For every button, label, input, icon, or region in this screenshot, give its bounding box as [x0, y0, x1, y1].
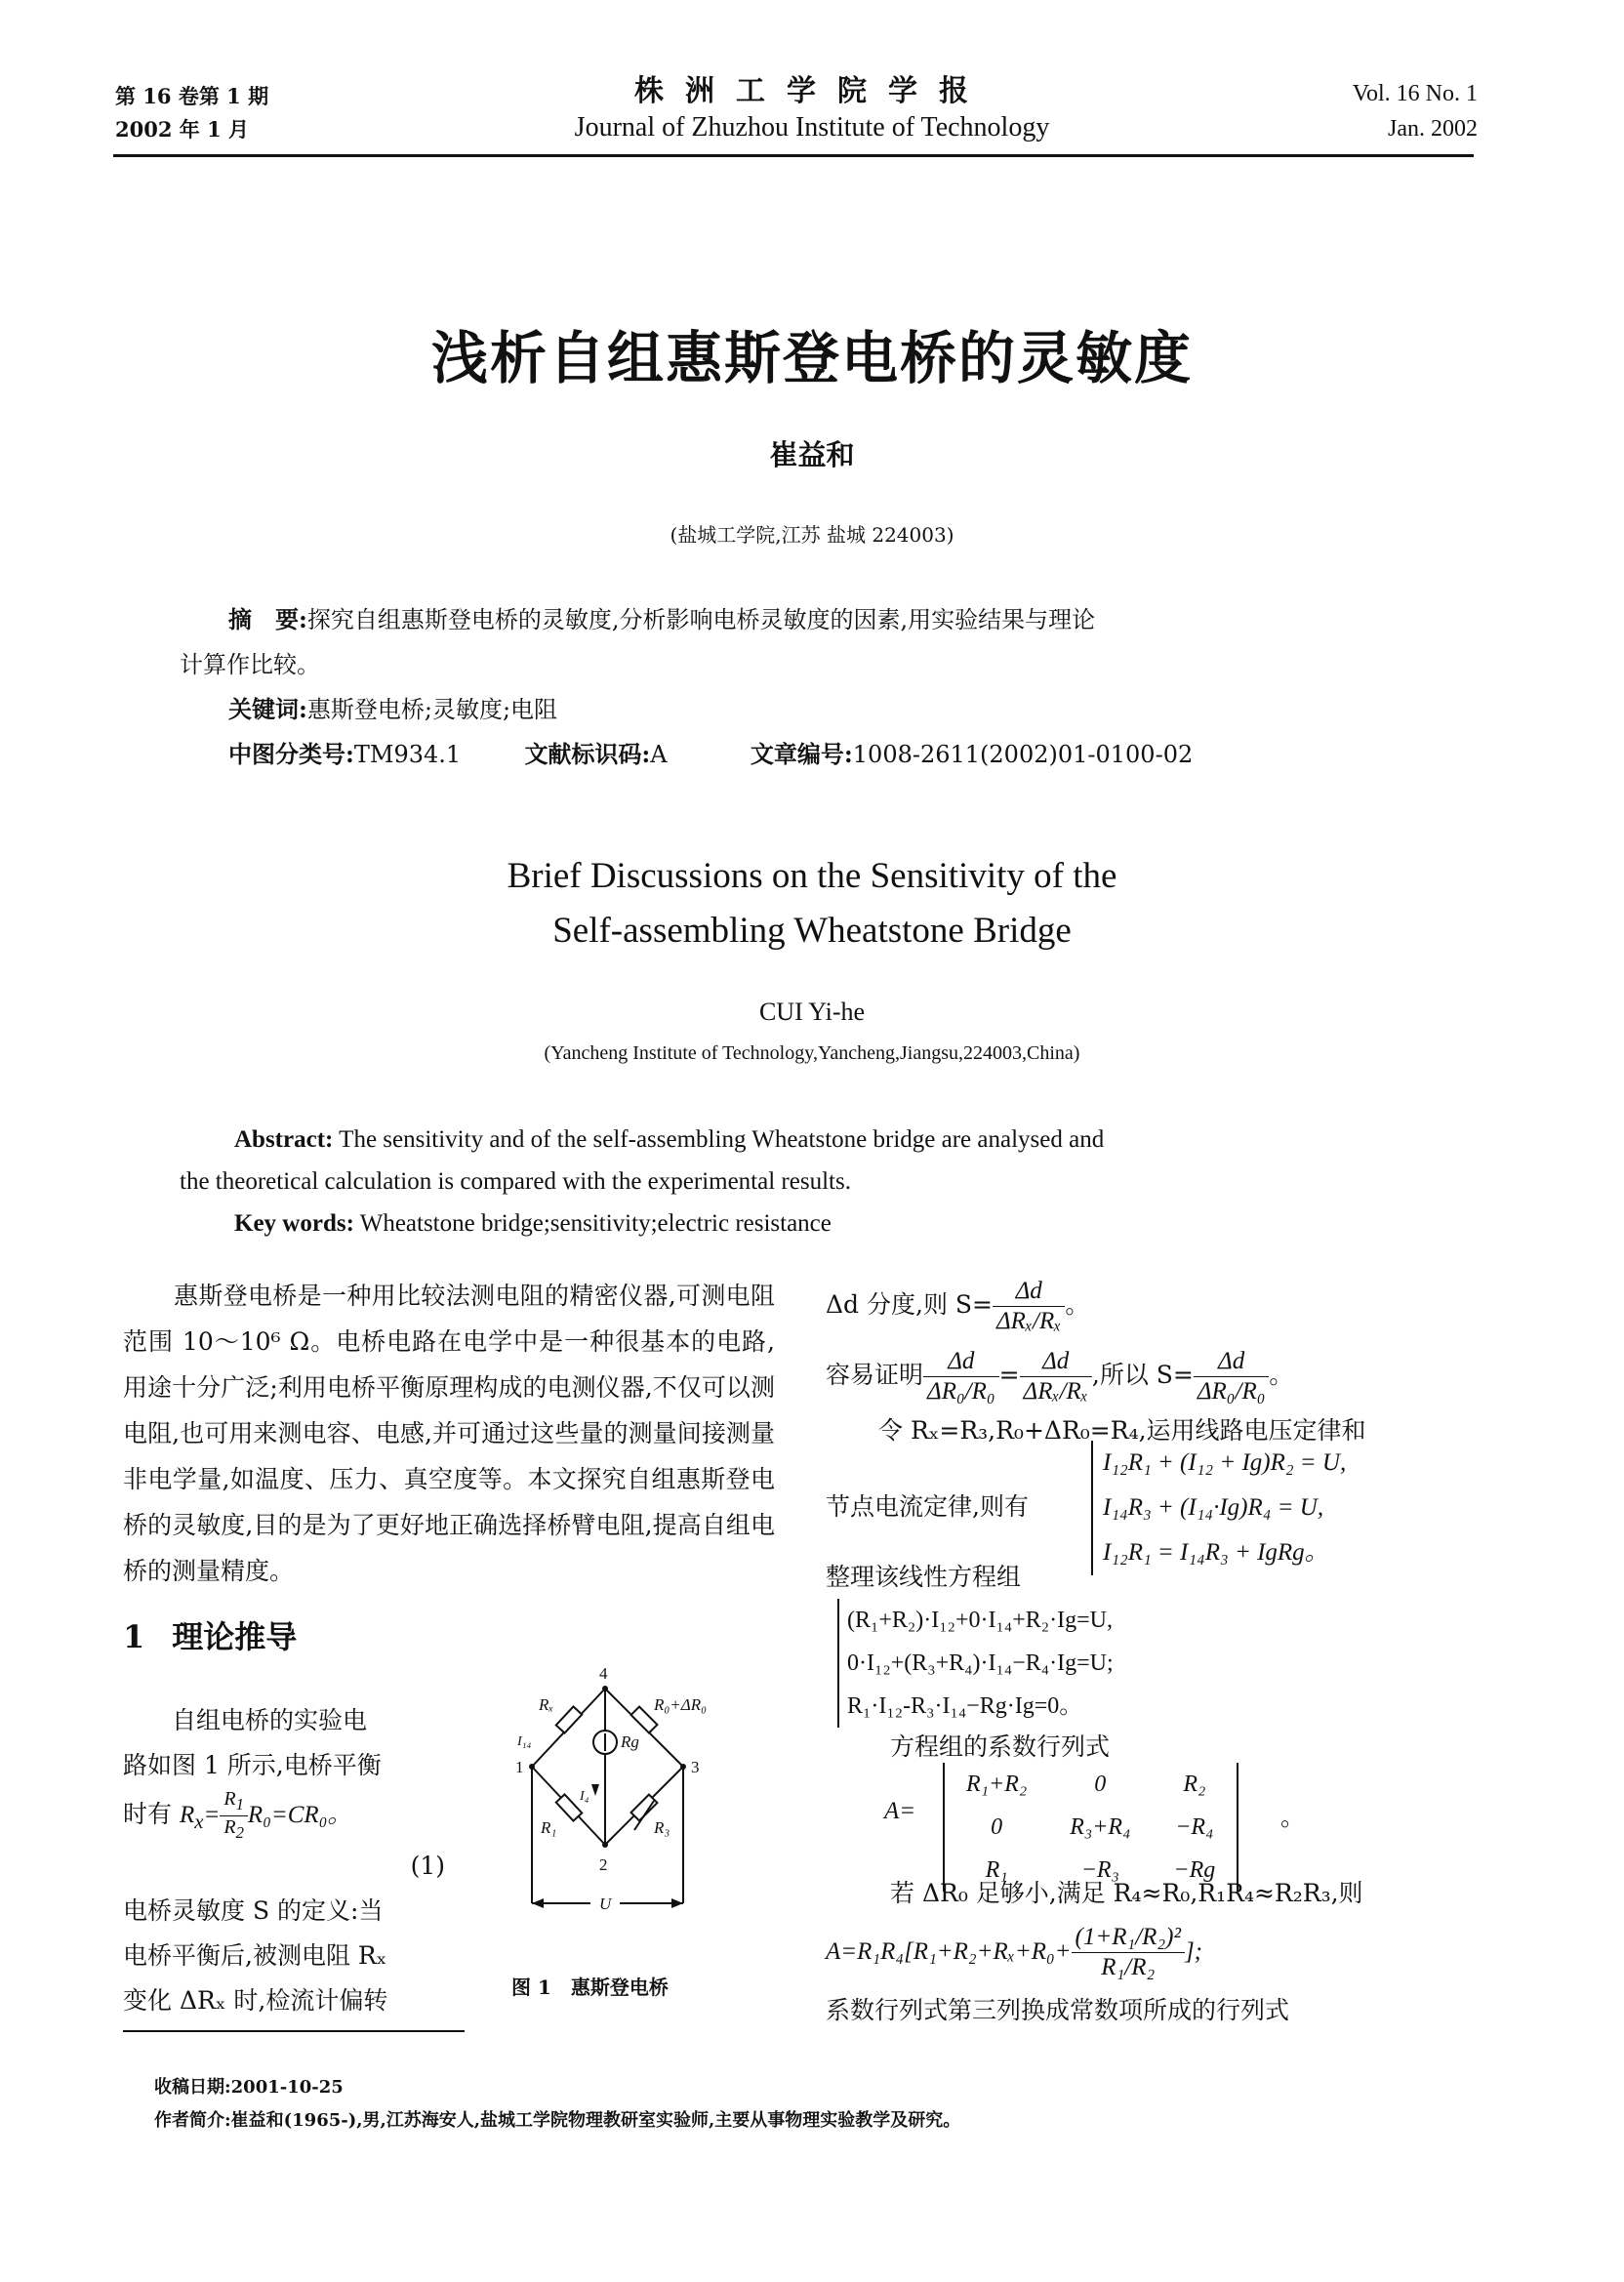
- label-r0: R₀+ΔR₀: [654, 1695, 708, 1714]
- right-line-5: 整理该线性方程组: [826, 1563, 1022, 1591]
- paper-title-en-line1: Brief Discussions on the Sensitivity of the: [507, 856, 1117, 896]
- right-line-3: 令 Rₓ=R₃,R₀+ΔR₀=R₄,运用线路电压定律和: [878, 1416, 1366, 1445]
- eq1-rhs: R₀=CR₀。: [247, 1802, 352, 1828]
- right-line-8: [826, 1923, 1509, 1982]
- linear-system: [837, 1599, 1114, 1728]
- right-line-1-post: 。: [1065, 1290, 1090, 1319]
- abstract-cn-text-2: 计算作比较。: [180, 651, 320, 678]
- node-4-label: 4: [599, 1664, 608, 1683]
- abstract-cn-label: 摘 要:: [228, 605, 307, 633]
- determinant-post: 。: [1280, 1803, 1306, 1831]
- linear-eq-1: (R₁+R₂)·I₁₂+0·I₁₄+R₂·Ig=U,: [847, 1608, 1114, 1633]
- paper-title-en: [0, 849, 1624, 958]
- frac-c-num: Δd: [1194, 1347, 1270, 1377]
- current-arrow-icon: [591, 1784, 599, 1796]
- frac1-den: ΔRₓ/Rₓ: [995, 1308, 1062, 1334]
- author-cn: 崔益和: [769, 438, 855, 471]
- label-r1: R₁: [541, 1818, 557, 1837]
- u-arrow-left-icon: [532, 1898, 544, 1908]
- eq-a-fraction: [1072, 1923, 1185, 1982]
- linear-eq-2: 0·I₁₂+(R₃+R₄)·I₁₄−R₄·Ig=U;: [847, 1650, 1114, 1676]
- volume-cn: 第 16 卷第 1 期: [115, 84, 269, 108]
- article-id-text: 1008-2611(2002)01-0100-02: [852, 741, 1194, 768]
- figure-caption: 图 1 惠斯登电桥: [511, 1976, 669, 1999]
- linear-eq-3: R₁·I₁₂-R₃·I₁₄−Rg·Ig=0。: [847, 1693, 1083, 1719]
- eq-a-post: ];: [1184, 1938, 1202, 1965]
- author-en: CUI Yi-he: [758, 998, 866, 1026]
- det-cell: R₁: [985, 1857, 1008, 1883]
- eq1-lhs: $R_x=$: [179, 1802, 221, 1833]
- kirchhoff-eq-3: I₁₂R₁ = I₁₄R₃ + IgRg。: [1103, 1539, 1329, 1566]
- eq1-fraction: $\frac{R_1}{R_2}$: [220, 1788, 248, 1844]
- intro-paragraph: [123, 1273, 775, 1594]
- det-cell: −Rg: [1173, 1857, 1216, 1883]
- date-cn: 2002 年 1 月: [115, 117, 249, 142]
- affiliation-en: (Yancheng Institute of Technology,Yancheng,Jiangsu,224003,China): [544, 1042, 1080, 1064]
- keywords-en-text: Wheatstone bridge;sensitivity;electric resistance: [359, 1210, 832, 1237]
- frac-c-den: ΔR₀/R₀: [1197, 1378, 1266, 1405]
- header-rule: [113, 154, 1474, 157]
- right-line-2-mid: ,所以 S=: [1091, 1361, 1194, 1389]
- theory-line-3: [123, 1788, 445, 1844]
- keywords-cn-label: 关键词:: [228, 695, 307, 723]
- node-4-dot: [602, 1686, 608, 1691]
- sensitivity-fraction-1: [993, 1277, 1065, 1336]
- resistor-rx-icon: [556, 1706, 583, 1732]
- label-i14: I₁₄: [517, 1734, 532, 1749]
- paper-title-cn: 浅析自组惠斯登电桥的灵敏度: [430, 325, 1193, 391]
- theory-line-2: 路如图 1 所示,电桥平衡: [123, 1751, 382, 1779]
- det-cell: 0: [1094, 1772, 1107, 1797]
- det-cell: 0: [991, 1814, 1003, 1840]
- abstract-en: [180, 1119, 1415, 1244]
- date-en: Jan. 2002: [1388, 116, 1478, 142]
- label-rg: Rg: [621, 1732, 639, 1751]
- theory-line-6: 变化 ΔRₓ 时,检流计偏转: [123, 1986, 388, 2015]
- footnote-author: 作者简介:崔益和(1965-),男,江苏海安人,盐城工学院物理教研室实验师,主要从事物理实验教学及研究。: [154, 2110, 961, 2131]
- fraction-b: [1020, 1347, 1092, 1406]
- theory-paragraph: [123, 1698, 445, 2023]
- eq-a-num: (1+R₁/R₂)²: [1072, 1923, 1185, 1953]
- label-r3: R₃: [654, 1818, 670, 1837]
- det-row-2: [944, 1806, 1238, 1849]
- kirchhoff-eq-2: I₁₄R₃ + (I₁₄·Ig)R₄ = U,: [1103, 1494, 1324, 1521]
- right-line-4: 节点电流定律,则有: [826, 1492, 1029, 1521]
- affiliation-cn: (盐城工学院,江苏 盐城 224003): [670, 523, 954, 547]
- classification-text: TM934.1: [353, 741, 462, 768]
- node-2-dot: [602, 1842, 608, 1848]
- right-line-2-post: 。: [1269, 1361, 1294, 1389]
- node-1-dot: [529, 1764, 535, 1770]
- paper-title-en-line2: Self-assembling Wheatstone Bridge: [552, 911, 1072, 951]
- footnote: [154, 2071, 960, 2138]
- fraction-a: [923, 1347, 999, 1406]
- section-number: 1: [123, 1618, 145, 1655]
- kirchhoff-eq-1: I₁₂R₁ + (I₁₂ + Ig)R₂ = U,: [1103, 1449, 1347, 1476]
- eq-a-pre: A=R₁R₄[R₁+R₂+Rₓ+R₀+: [826, 1938, 1072, 1965]
- frac-b-den: ΔRₓ/Rₓ: [1023, 1378, 1088, 1405]
- theory-line-4: 电桥灵敏度 S 的定义:当: [123, 1896, 384, 1925]
- section-title: 理论推导: [172, 1618, 298, 1655]
- keywords-en-label: Key words:: [234, 1210, 354, 1237]
- header-right: [1353, 76, 1478, 146]
- abstract-en-label: Abstract:: [234, 1126, 334, 1153]
- doc-code-label: 文献标识码:: [524, 740, 651, 768]
- classification-label: 中图分类号:: [228, 740, 354, 768]
- right-line-6: 方程组的系数行列式: [890, 1732, 1111, 1761]
- right-line-7: 若 ΔR₀ 足够小,满足 R₄≈R₀,R₁R₄≈R₂R₃,则: [890, 1879, 1363, 1907]
- abstract-cn-text-1: 探究自组惠斯登电桥的灵敏度,分析影响电桥灵敏度的因素,用实验结果与理论: [306, 606, 1096, 633]
- fraction-c: [1194, 1347, 1270, 1406]
- journal-name-cn: 株洲工学院学报: [634, 74, 990, 108]
- intro-text: 惠斯登电桥是一种用比较法测电阻的精密仪器,可测电阻范围 10～10⁶ Ω。电桥电路在电学中是一种很基本的电路,用途十分广泛;利用电桥平衡原理构成的电测仪器,不仅可以测电阻,也可用来测电容、电感,并可通过这些量的测量间接测量非电学量,如温度、压力、真空度等。本文探究自组惠斯登电桥的灵敏度,目的是为了更好地正确选择桥臂电阻,提高自组电桥的测量精度。: [123, 1282, 775, 1585]
- node-1-label: 1: [515, 1758, 524, 1776]
- frac-a-den: ΔR₀/R₀: [927, 1378, 995, 1405]
- footnote-received: 收稿日期:2001-10-25: [154, 2077, 344, 2098]
- section-heading: [123, 1612, 297, 1657]
- eq1-number: (1): [410, 1852, 445, 1880]
- eq-a-den: R₁/R₂: [1101, 1954, 1156, 1980]
- journal-name-en: Journal of Zhuzhou Institute of Technology: [574, 112, 1050, 143]
- footnote-rule: [123, 2030, 465, 2032]
- frac1-num: Δd: [993, 1277, 1065, 1307]
- doc-code-text: A: [650, 741, 668, 768]
- det-cell: R₁+R₂: [966, 1772, 1028, 1797]
- node-2-label: 2: [599, 1855, 608, 1874]
- theory-line-5: 电桥平衡后,被测电阻 Rₓ: [123, 1941, 387, 1970]
- right-line-2-pre: 容易证明: [826, 1361, 924, 1389]
- right-line-1-pre: Δd 分度,则 S=: [826, 1290, 993, 1319]
- det-cell: −R₄: [1175, 1814, 1214, 1840]
- right-line-2: [826, 1347, 1509, 1406]
- abstract-cn: [180, 597, 1390, 777]
- label-i4: I₄: [580, 1789, 589, 1804]
- det-cell: R₂: [1183, 1772, 1206, 1797]
- label-u: U: [599, 1895, 612, 1913]
- resistor-r1-icon: [556, 1794, 583, 1820]
- frac-a-num: Δd: [923, 1347, 999, 1377]
- eq1-lhs-r: R: [179, 1802, 195, 1828]
- right-line-2-eq: =: [998, 1361, 1020, 1389]
- abstract-en-text-2: the theoretical calculation is compared with the experimental results.: [180, 1168, 851, 1195]
- right-line-1: [826, 1277, 1509, 1336]
- right-line-9: 系数行列式第三列换成常数项所成的行列式: [826, 1996, 1290, 2024]
- determinant-lhs: A=: [884, 1798, 916, 1824]
- volume-en: Vol. 16 No. 1: [1352, 81, 1478, 106]
- node-3-label: 3: [691, 1758, 700, 1776]
- det-cell: R₃+R₄: [1070, 1814, 1131, 1840]
- det-cell: −R₃: [1080, 1857, 1119, 1883]
- article-id-label: 文章编号:: [750, 740, 853, 768]
- theory-line-1: 自组电桥的实验电: [172, 1706, 368, 1734]
- frac-b-num: Δd: [1020, 1347, 1092, 1377]
- abstract-en-text-1: The sensitivity and of the self-assembling Wheatstone bridge are analysed and: [339, 1126, 1105, 1153]
- theory-line-3-text: 时有: [123, 1800, 173, 1828]
- wheatstone-bridge-diagram: [498, 1659, 781, 1972]
- keywords-cn-text: 惠斯登电桥;灵敏度;电阻: [306, 696, 558, 723]
- label-rx: Rₓ: [539, 1695, 554, 1714]
- node-3-dot: [680, 1764, 686, 1770]
- det-row-1: [944, 1763, 1238, 1806]
- u-arrow-right-icon: [671, 1898, 683, 1908]
